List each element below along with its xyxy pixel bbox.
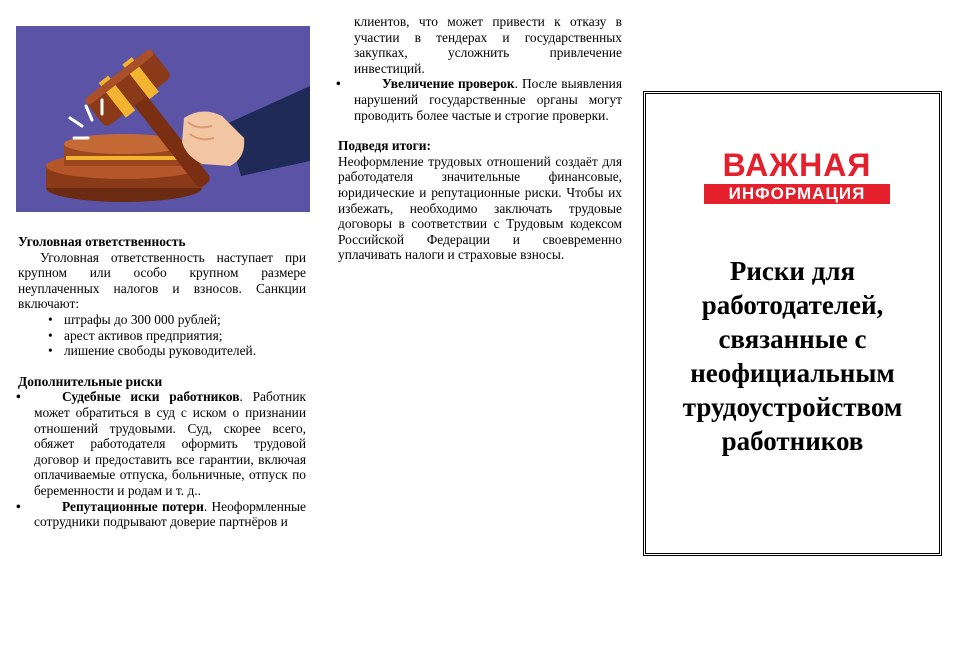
cover-panel [643, 91, 942, 556]
risk1-text: Работник может обратиться в суд с иском о признании отношений трудовыми. Суд, скорее всего, обяжет работодателя оформить трудовой договор и предоставить все гарантии, включая оплачиваемые отпуска, больничные, отпуск по беременности и родам и т. д.. [34, 389, 306, 498]
list-item: • лишение свободы руководителей. [64, 343, 306, 359]
risk2-text: Неоформленные сотрудники подрывают доверие партнёров и [34, 498, 306, 530]
criminal-text: Уголовная ответственность наступает при крупном или особо крупном размере неуплаченных налогов и взносов. Санкции включают: [18, 249, 306, 312]
list-item: • арест активов предприятия; [64, 328, 306, 344]
extra-risks-heading: Дополнительные риски [18, 373, 163, 389]
risk1-title: Судебные иски работников [62, 389, 240, 405]
risks-list-continued [338, 76, 622, 123]
list-item: • Увеличение проверок. После выявления нарушений государственные органы могут проводить более частые и строгие проверки. [354, 76, 622, 123]
left-column [18, 234, 306, 530]
middle-column [338, 14, 622, 263]
list-item: • Репутационные потери. Неоформленные сотрудники подрывают доверие партнёров и [34, 499, 306, 530]
summary-heading: Подведя итоги: [338, 138, 431, 154]
criminal-heading: Уголовная ответственность [18, 234, 186, 249]
risk2-title: Репутационные потери [62, 498, 204, 514]
risk3-title: Увеличение проверок [382, 76, 515, 92]
gavel-illustration [16, 26, 310, 212]
summary-text: Неоформление трудовых отношений создаёт для работодателя значительные финансовые, юридические и репутационные риски. Чтобы их избежать, необходимо заключать трудовые договоры в соответствии с Трудовым кодексом Российской Федерации и своевременно уплачивать налоги и страховые взносы. [338, 153, 622, 263]
risks-list [18, 389, 306, 529]
continued-text: клиентов, что может привести к отказу в участии в тендерах и государственных закупках, усложнить привлечение инвестиций. [354, 14, 622, 76]
badge-line2: ИНФОРМАЦИЯ [704, 184, 890, 204]
cover-title: Риски для работодателей, связанные с неофициальным трудоустройством работников [682, 256, 903, 456]
important-info-logo [704, 149, 890, 204]
list-item: • Судебные иски работников. Работник может обратиться в суд с иском о признании отношений трудовыми. Суд, скорее всего, обяжет работодателя оформить трудовой договор и предоставить все гарантии, включая оплачиваемые отпуска, больничные, отпуск по беременности и родам и т. д.. [34, 389, 306, 498]
risk3-text: После выявления нарушений государственные органы могут проводить более частые и строгие проверки. [354, 76, 623, 123]
badge-line1: ВАЖНАЯ [722, 147, 872, 183]
sanctions-list [18, 312, 306, 359]
list-item: • штрафы до 300 000 рублей; [64, 312, 306, 328]
